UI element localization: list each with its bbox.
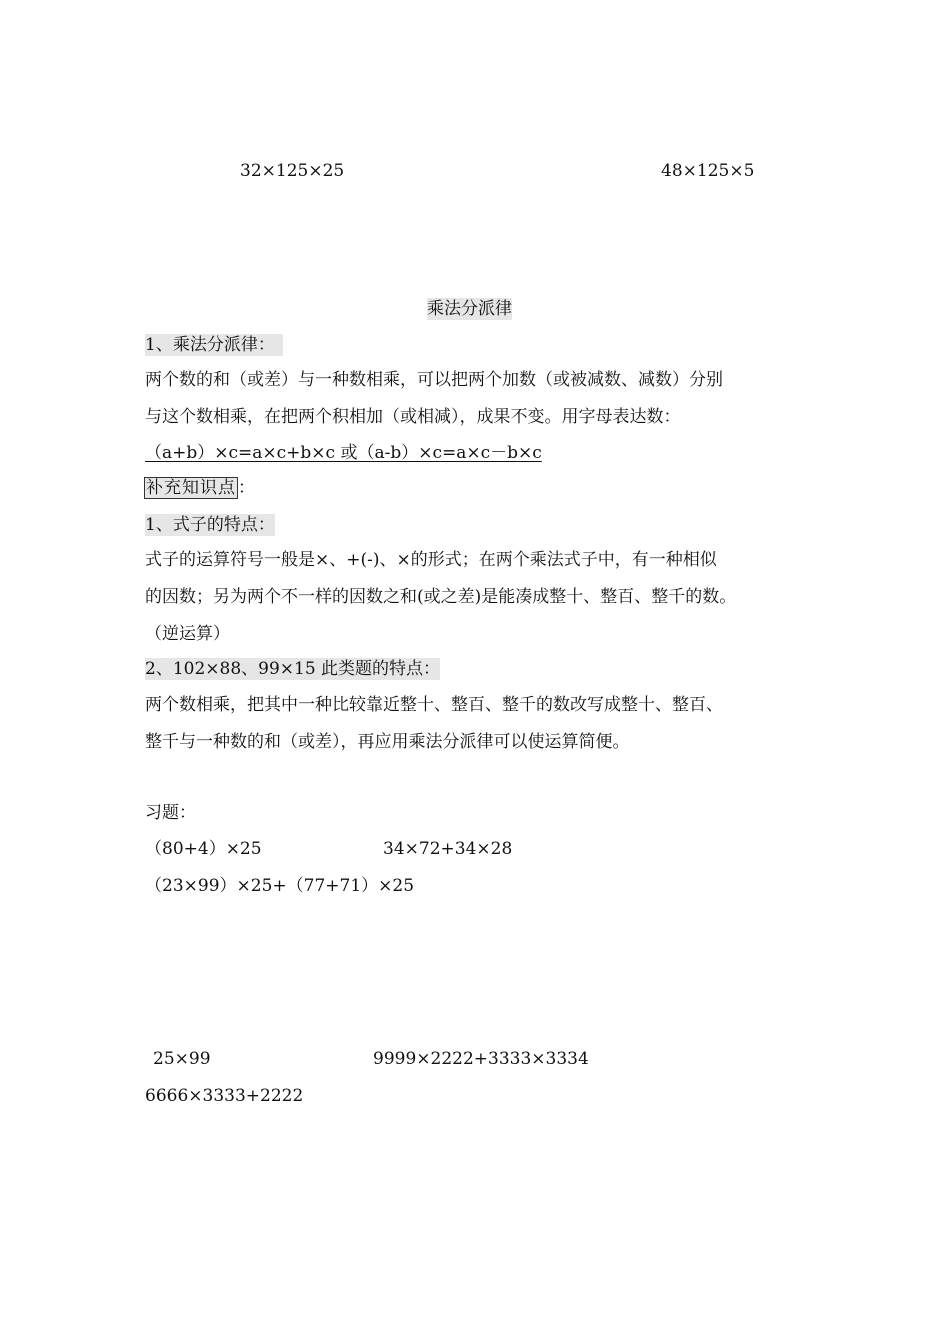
point-2-heading: 2、102×88、99×15 此类题的特点： xyxy=(145,659,441,679)
section-title: 乘法分派律 xyxy=(427,299,512,319)
exercise-3: （23×99）×25+（77+71）×25 xyxy=(145,876,415,896)
point-2-line-1: 两个数相乘，把其中一种比较靠近整十、整百、整千的数改写成整十、整百、 xyxy=(145,695,723,715)
exercises-label: 习题： xyxy=(145,803,196,823)
problem-top-left: 32×125×25 xyxy=(240,161,345,181)
supplement-heading xyxy=(144,477,255,499)
exercise-5: 9999×2222+3333×3334 xyxy=(373,1049,589,1069)
point-1-line-1: 式子的运算符号一般是×、+(-)、×的形式；在两个乘法式子中，有一种相似 xyxy=(145,550,717,570)
distributive-formula: （a+b）×c=a×c+b×c 或（a-b）×c=a×c－b×c xyxy=(145,443,542,463)
supplement-colon: ： xyxy=(238,478,255,498)
point-1-line-3: （逆运算） xyxy=(145,624,230,644)
exercise-6: 6666×3333+2222 xyxy=(145,1086,304,1106)
supplement-label: 补充知识点 xyxy=(146,478,236,498)
exercise-4: 25×99 xyxy=(153,1049,211,1069)
problem-top-right: 48×125×5 xyxy=(661,161,755,181)
point-1-heading: 1、式子的特点： xyxy=(145,515,275,535)
definition-line-2: 与这个数相乘，在把两个积相加（或相减），成果不变。用字母表达数： xyxy=(145,407,681,427)
exercise-1: （80+4）×25 xyxy=(145,839,262,859)
point-2-line-2: 整千与一种数的和（或差），再应用乘法分派律可以使运算简便。 xyxy=(145,732,630,752)
definition-line-1: 两个数的和（或差）与一种数相乘，可以把两个加数（或被减数、减数）分别 xyxy=(145,370,723,390)
definition-heading: 1、乘法分派律： xyxy=(145,334,283,356)
point-1-line-2: 的因数；另为两个不一样的因数之和(或之差)是能凑成整十、整百、整千的数。 xyxy=(145,587,737,607)
exercise-2: 34×72+34×28 xyxy=(383,839,513,859)
